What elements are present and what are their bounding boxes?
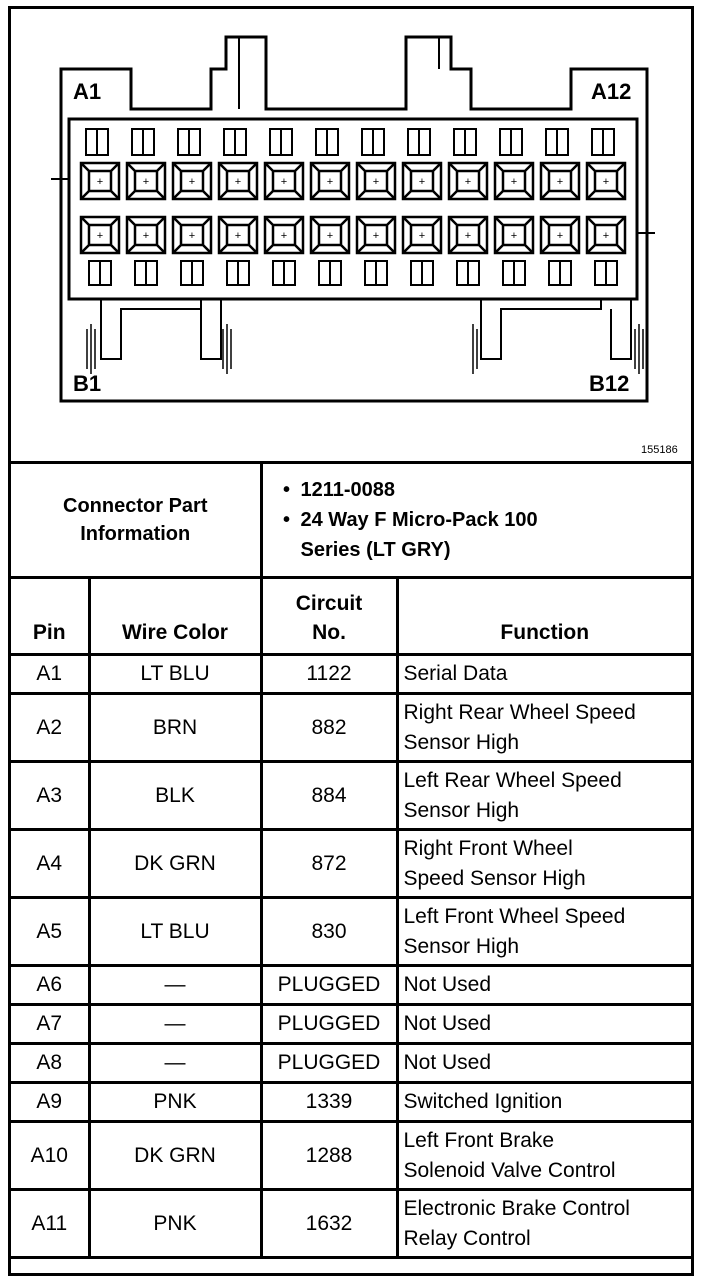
- pin-cell: A5: [11, 898, 89, 966]
- table-row: [11, 966, 691, 1005]
- function-line1: Left Rear Wheel Speed: [403, 768, 622, 792]
- function-cell: [397, 1005, 691, 1044]
- wire-color-cell: —: [89, 1044, 261, 1083]
- bullet-1: •: [282, 479, 290, 501]
- pin-cell: A7: [11, 1005, 89, 1044]
- pin-cell: A8: [11, 1044, 89, 1083]
- wire-color-cell: DK GRN: [89, 1122, 261, 1190]
- svg-text:+: +: [464, 230, 472, 242]
- circuit-cell: PLUGGED: [261, 1005, 397, 1044]
- function-line2: Sensor High: [403, 798, 520, 822]
- wire-color-cell: LT BLU: [89, 898, 261, 966]
- header-row: [11, 578, 691, 655]
- pin-rows: [11, 655, 691, 1258]
- function-line1: Right Front Wheel: [403, 836, 573, 860]
- pin-cell: A4: [11, 830, 89, 898]
- pin-cell: A1: [11, 655, 89, 694]
- table-row: [11, 1044, 691, 1083]
- table-row: [11, 1190, 691, 1258]
- figure-id: 155186: [641, 444, 678, 456]
- wire-color-cell: PNK: [89, 1083, 261, 1122]
- svg-text:+: +: [96, 176, 104, 188]
- svg-text:+: +: [602, 176, 610, 188]
- connector-part-info-label: [11, 463, 261, 578]
- svg-text:+: +: [464, 176, 472, 188]
- function-line2: Speed Sensor High: [403, 866, 586, 890]
- row-b-latches: [89, 261, 617, 285]
- function-line1: Not Used: [403, 1051, 492, 1074]
- pin-cell: A3: [11, 762, 89, 830]
- svg-text:+: +: [188, 176, 196, 188]
- wire-color-cell: —: [89, 966, 261, 1005]
- svg-text:+: +: [510, 176, 518, 188]
- svg-text:+: +: [556, 230, 564, 242]
- function-cell: [397, 1122, 691, 1190]
- svg-text:+: +: [326, 176, 334, 188]
- connector-sheet: [8, 6, 694, 1276]
- label-a1: A1: [73, 79, 102, 104]
- circuit-cell: 872: [261, 830, 397, 898]
- function-line2: Sensor High: [403, 934, 520, 958]
- description-line1: 24 Way F Micro-Pack 100: [300, 509, 538, 531]
- circuit-cell: 1632: [261, 1190, 397, 1258]
- header-wire-color: Wire Color: [89, 578, 261, 655]
- svg-text:+: +: [556, 176, 564, 188]
- description-line2: Series (LT GRY): [300, 539, 451, 561]
- label-a12: A12: [591, 79, 632, 104]
- table-row: [11, 830, 691, 898]
- circuit-cell: 830: [261, 898, 397, 966]
- header-pin: Pin: [11, 578, 89, 655]
- function-line1: Right Rear Wheel Speed: [403, 700, 636, 724]
- svg-text:+: +: [234, 230, 242, 242]
- circuit-cell: PLUGGED: [261, 966, 397, 1005]
- svg-text:+: +: [418, 176, 426, 188]
- description-item: [273, 505, 692, 565]
- label-b1: B1: [73, 371, 102, 396]
- table-row: [11, 762, 691, 830]
- svg-text:+: +: [142, 230, 150, 242]
- svg-text:+: +: [280, 230, 288, 242]
- header-circuit-line2: No.: [312, 621, 346, 644]
- wire-color-cell: LT BLU: [89, 655, 261, 694]
- pin-cell: A2: [11, 694, 89, 762]
- function-line1: Left Front Brake: [403, 1128, 555, 1152]
- svg-text:+: +: [234, 176, 242, 188]
- table-row: [11, 655, 691, 694]
- svg-text:+: +: [602, 230, 610, 242]
- wire-color-cell: —: [89, 1005, 261, 1044]
- table-row: [11, 694, 691, 762]
- function-cell: [397, 1190, 691, 1258]
- header-function: Function: [397, 578, 691, 655]
- connector-table: [11, 461, 691, 1259]
- svg-text:+: +: [326, 230, 334, 242]
- svg-text:+: +: [96, 230, 104, 242]
- function-cell: [397, 1083, 691, 1122]
- row-a-terminals: [81, 163, 625, 199]
- wire-color-cell: DK GRN: [89, 830, 261, 898]
- pin-cell: A11: [11, 1190, 89, 1258]
- label-b12: B12: [589, 371, 630, 396]
- row-a-latches: [86, 129, 614, 155]
- svg-text:+: +: [418, 230, 426, 242]
- connector-part-info-details: [261, 463, 691, 578]
- function-line1: Not Used: [403, 1012, 492, 1035]
- function-line1: Serial Data: [403, 662, 508, 685]
- function-cell: [397, 898, 691, 966]
- connector-drawing: [11, 9, 691, 461]
- cpi-label-line1: Connector Part: [63, 495, 208, 517]
- table-row: [11, 1005, 691, 1044]
- function-line2: Sensor High: [403, 730, 520, 754]
- svg-text:+: +: [280, 176, 288, 188]
- function-cell: [397, 762, 691, 830]
- header-circuit-line1: Circuit: [295, 592, 363, 615]
- bullet-2: •: [282, 509, 290, 531]
- header-circuit: [261, 578, 397, 655]
- connector-part-info-row: [11, 463, 691, 578]
- wire-color-cell: BLK: [89, 762, 261, 830]
- svg-text:+: +: [510, 230, 518, 242]
- part-number-item: [273, 475, 692, 505]
- function-cell: [397, 655, 691, 694]
- circuit-cell: 884: [261, 762, 397, 830]
- function-cell: [397, 966, 691, 1005]
- function-line1: Electronic Brake Control: [403, 1196, 630, 1220]
- part-number: 1211-0088: [300, 479, 396, 501]
- svg-text:+: +: [372, 230, 380, 242]
- svg-text:+: +: [142, 176, 150, 188]
- row-b-terminals: [81, 217, 625, 253]
- circuit-cell: 1122: [261, 655, 397, 694]
- circuit-cell: PLUGGED: [261, 1044, 397, 1083]
- pin-cell: A6: [11, 966, 89, 1005]
- table-row: [11, 1122, 691, 1190]
- svg-text:+: +: [372, 176, 380, 188]
- wire-color-cell: BRN: [89, 694, 261, 762]
- function-cell: [397, 694, 691, 762]
- function-line1: Not Used: [403, 973, 492, 996]
- function-line2: Solenoid Valve Control: [403, 1158, 616, 1182]
- svg-text:+: +: [188, 230, 196, 242]
- function-cell: [397, 830, 691, 898]
- pin-cell: A10: [11, 1122, 89, 1190]
- table-row: [11, 1083, 691, 1122]
- function-line1: Left Front Wheel Speed: [403, 904, 626, 928]
- circuit-cell: 882: [261, 694, 397, 762]
- wire-color-cell: PNK: [89, 1190, 261, 1258]
- cpi-label-line2: Information: [80, 523, 191, 545]
- table-row: [11, 898, 691, 966]
- pin-cell: A9: [11, 1083, 89, 1122]
- function-line2: Relay Control: [403, 1226, 531, 1250]
- circuit-cell: 1288: [261, 1122, 397, 1190]
- circuit-cell: 1339: [261, 1083, 397, 1122]
- connector-diagram: [11, 9, 691, 461]
- function-cell: [397, 1044, 691, 1083]
- function-line1: Switched Ignition: [403, 1090, 563, 1113]
